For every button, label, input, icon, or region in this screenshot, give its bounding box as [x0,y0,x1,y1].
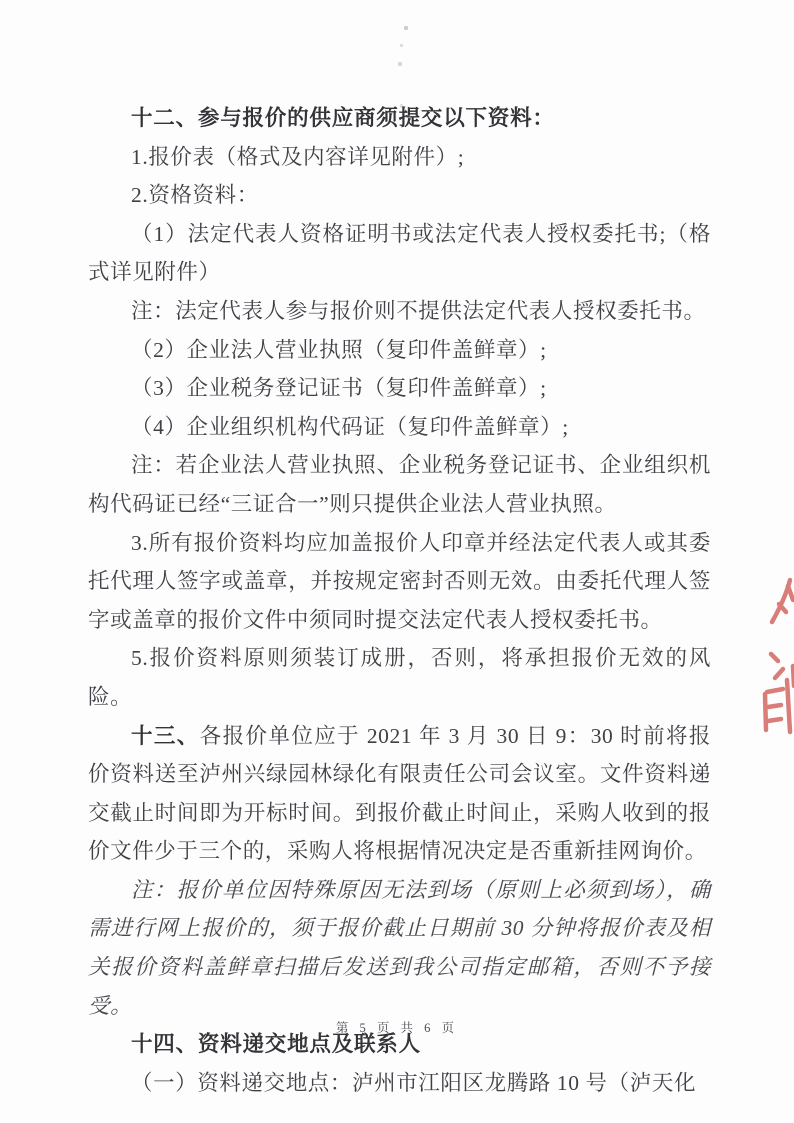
document-body [88,99,711,1102]
seal-stamp-fragment-icon [752,566,794,754]
section-12-heading: 十二、参与报价的供应商须提交以下资料： [131,106,555,130]
scan-speck [398,62,402,66]
item-2-4: （4）企业组织机构代码证（复印件盖鲜章）; [131,414,569,439]
item-14-1: （一）资料递交地点：泸州市江阳区龙腾路 10 号（泸天化 [131,1070,697,1095]
note-three-in-one: 注：若企业法人营业执照、企业税务登记证书、企业组织机构代码证已经“三证合一”则只提供企业法人营业执照。 [88,453,711,516]
section-13-lead: 十三、 [131,723,200,748]
scan-speck [404,26,408,30]
item-2-3: （3）企业税务登记证书（复印件盖鲜章）; [131,376,547,401]
item-2-1: （1）法定代表人资格证明书或法定代表人授权委托书;（格式详见附件） [88,221,711,285]
note-remote-bidding: 注：报价单位因特殊原因无法到场（原则上必须到场），确需进行网上报价的，须于报价截止日期前 30 分钟将报价表及相关报价资料盖鲜章扫描后发送到我公司指定邮箱，否则不予接受。 [88,877,711,1018]
scan-speck [400,44,403,47]
page-number-footer: 第 5 页 共 6 页 [335,1021,459,1035]
item-2: 2.资格资料： [131,183,259,208]
note-legal-rep: 注：法定代表人参与报价则不提供法定代表人授权委托书。 [131,298,706,323]
item-3: 3.所有报价资料均应加盖报价人印章并经法定代表人或其委托代理人签字或盖章，并按规定密封否则无效。由委托代理人签字或盖章的报价文件中须同时提交法定代表人授权委托书。 [88,530,711,632]
item-1: 1.报价表（格式及内容详见附件）; [131,144,465,169]
item-5: 5.报价资料原则须装订成册，否则，将承担报价无效的风险。 [88,646,711,709]
section-14-heading: 十四、资料递交地点及联系人 [131,1032,421,1057]
section-13: 十三、各报价单位应于 2021 年 3 月 30 日 9：30 时前将报价资料送至泸州兴绿园林绿化有限责任公司会议室。文件资料递交截止时间即为开标时间。到报价截止时间止，采购人收到的报价文件少于三个的，采购人将根据情况决定是否重新挂网询价。 [88,723,711,864]
item-2-2: （2）企业法人营业执照（复印件盖鲜章）; [131,337,547,362]
